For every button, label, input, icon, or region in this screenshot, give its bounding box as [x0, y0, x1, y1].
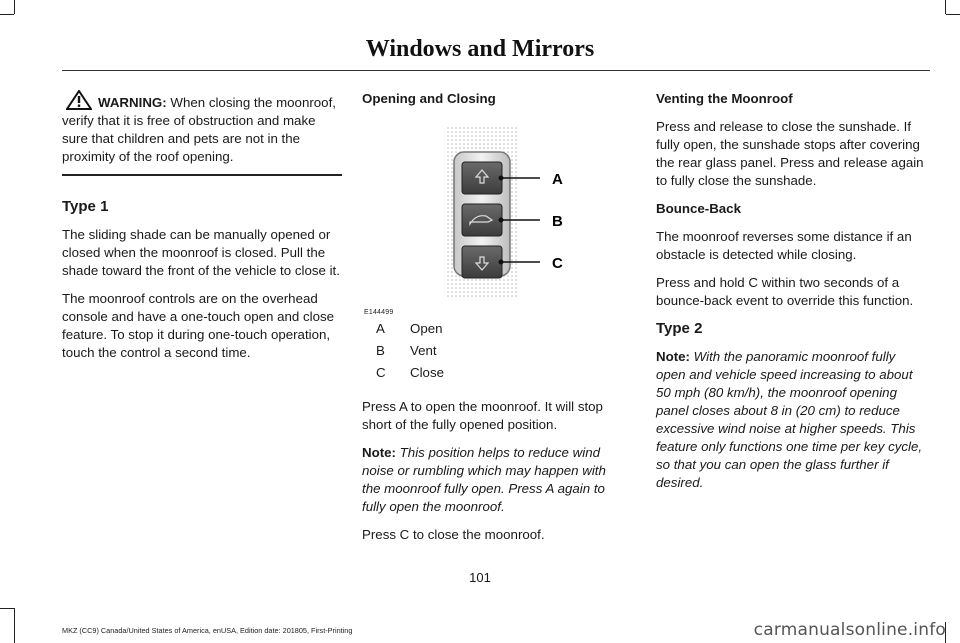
- controls-paragraph: The moonroof controls are on the overhead console and have a one-touch open and close feature. To stop it during one-touch operation, touch the control a second time.: [62, 291, 335, 360]
- title-divider: [62, 70, 930, 71]
- legend-table: [376, 320, 444, 386]
- type1-heading: Type 1: [62, 198, 109, 215]
- note-label: Note:: [656, 349, 690, 364]
- note-label: Note:: [362, 445, 396, 460]
- override-paragraph: Press and hold C within two seconds of a bounce-back event to override this function.: [656, 275, 914, 308]
- warning-text: When closing the moonroof, verify that it is free of obstruction and make sure that children and pets are not in the proximity of the roof opening.: [62, 95, 336, 164]
- warning-box: [62, 90, 342, 176]
- press-c-paragraph: Press C to close the moonroof.: [362, 527, 545, 542]
- page-title: Windows and Mirrors: [365, 36, 595, 62]
- bounce-back-paragraph: The moonroof reverses some distance if an obstacle is detected while closing.: [656, 229, 912, 262]
- venting-paragraph: Press and release to close the sunshade. If fully open, the sunshade stops after covering the rear glass panel. Press and release again to fully close the sunshade.: [656, 119, 924, 188]
- legend-value: Vent: [410, 343, 437, 358]
- edition-footer: MKZ (CC9) Canada/United States of America, enUSA, Edition date: 201805, First-Printing: [62, 626, 353, 635]
- callout-c: C: [552, 255, 563, 272]
- page-number: 101: [469, 570, 491, 585]
- crop-mark: [0, 608, 14, 609]
- crop-mark: [946, 14, 960, 15]
- note-text: With the panoramic moonroof fully open and vehicle speed increasing to about 50 mph (80 km/h), the moonroof opening panel closes about 8 in (20 cm) to reduce excessive wind noise at higher speeds. This feature only functions one time per key cycle, so that you can open the glass further if desired.: [656, 349, 923, 490]
- warning-label: WARNING:: [98, 95, 167, 110]
- moonroof-control-figure: [362, 118, 572, 316]
- legend-key: C: [376, 365, 386, 380]
- column-right: [656, 90, 926, 502]
- callout-a: A: [552, 171, 563, 188]
- type2-note: [656, 348, 926, 492]
- overhead-console-illustration: [362, 118, 572, 298]
- legend-row: [376, 342, 444, 364]
- column-left: [62, 90, 342, 372]
- legend-row: [376, 320, 444, 342]
- legend-key: A: [376, 321, 385, 336]
- crop-mark: [14, 608, 15, 643]
- figure-code: E144499: [364, 309, 394, 316]
- bounce-back-heading: Bounce-Back: [656, 201, 741, 216]
- column-middle: [362, 90, 624, 554]
- opening-closing-heading: Opening and Closing: [362, 91, 496, 106]
- crop-mark: [0, 14, 14, 15]
- legend-key: B: [376, 343, 385, 358]
- crop-mark: [945, 0, 946, 14]
- legend-row: [376, 364, 444, 386]
- crop-mark: [14, 0, 15, 14]
- callout-b: B: [552, 213, 563, 230]
- note-paragraph: [362, 444, 624, 516]
- type1-paragraph: The sliding shade can be manually opened or closed when the moonroof is closed. Pull the shade toward the front of the vehicle to close it.: [62, 227, 340, 278]
- press-a-paragraph: Press A to open the moonroof. It will stop short of the fully opened position.: [362, 399, 603, 432]
- type2-heading: Type 2: [656, 320, 703, 337]
- note-text: This position helps to reduce wind noise or rumbling which may happen with the moonroof fully open. Press A again to fully open the moonroof.: [362, 445, 606, 514]
- venting-heading: Venting the Moonroof: [656, 91, 793, 106]
- watermark: carmanualsonline.info: [753, 620, 946, 640]
- legend-value: Open: [410, 321, 443, 336]
- legend-value: Close: [410, 365, 444, 380]
- warning-triangle-icon: [66, 90, 92, 110]
